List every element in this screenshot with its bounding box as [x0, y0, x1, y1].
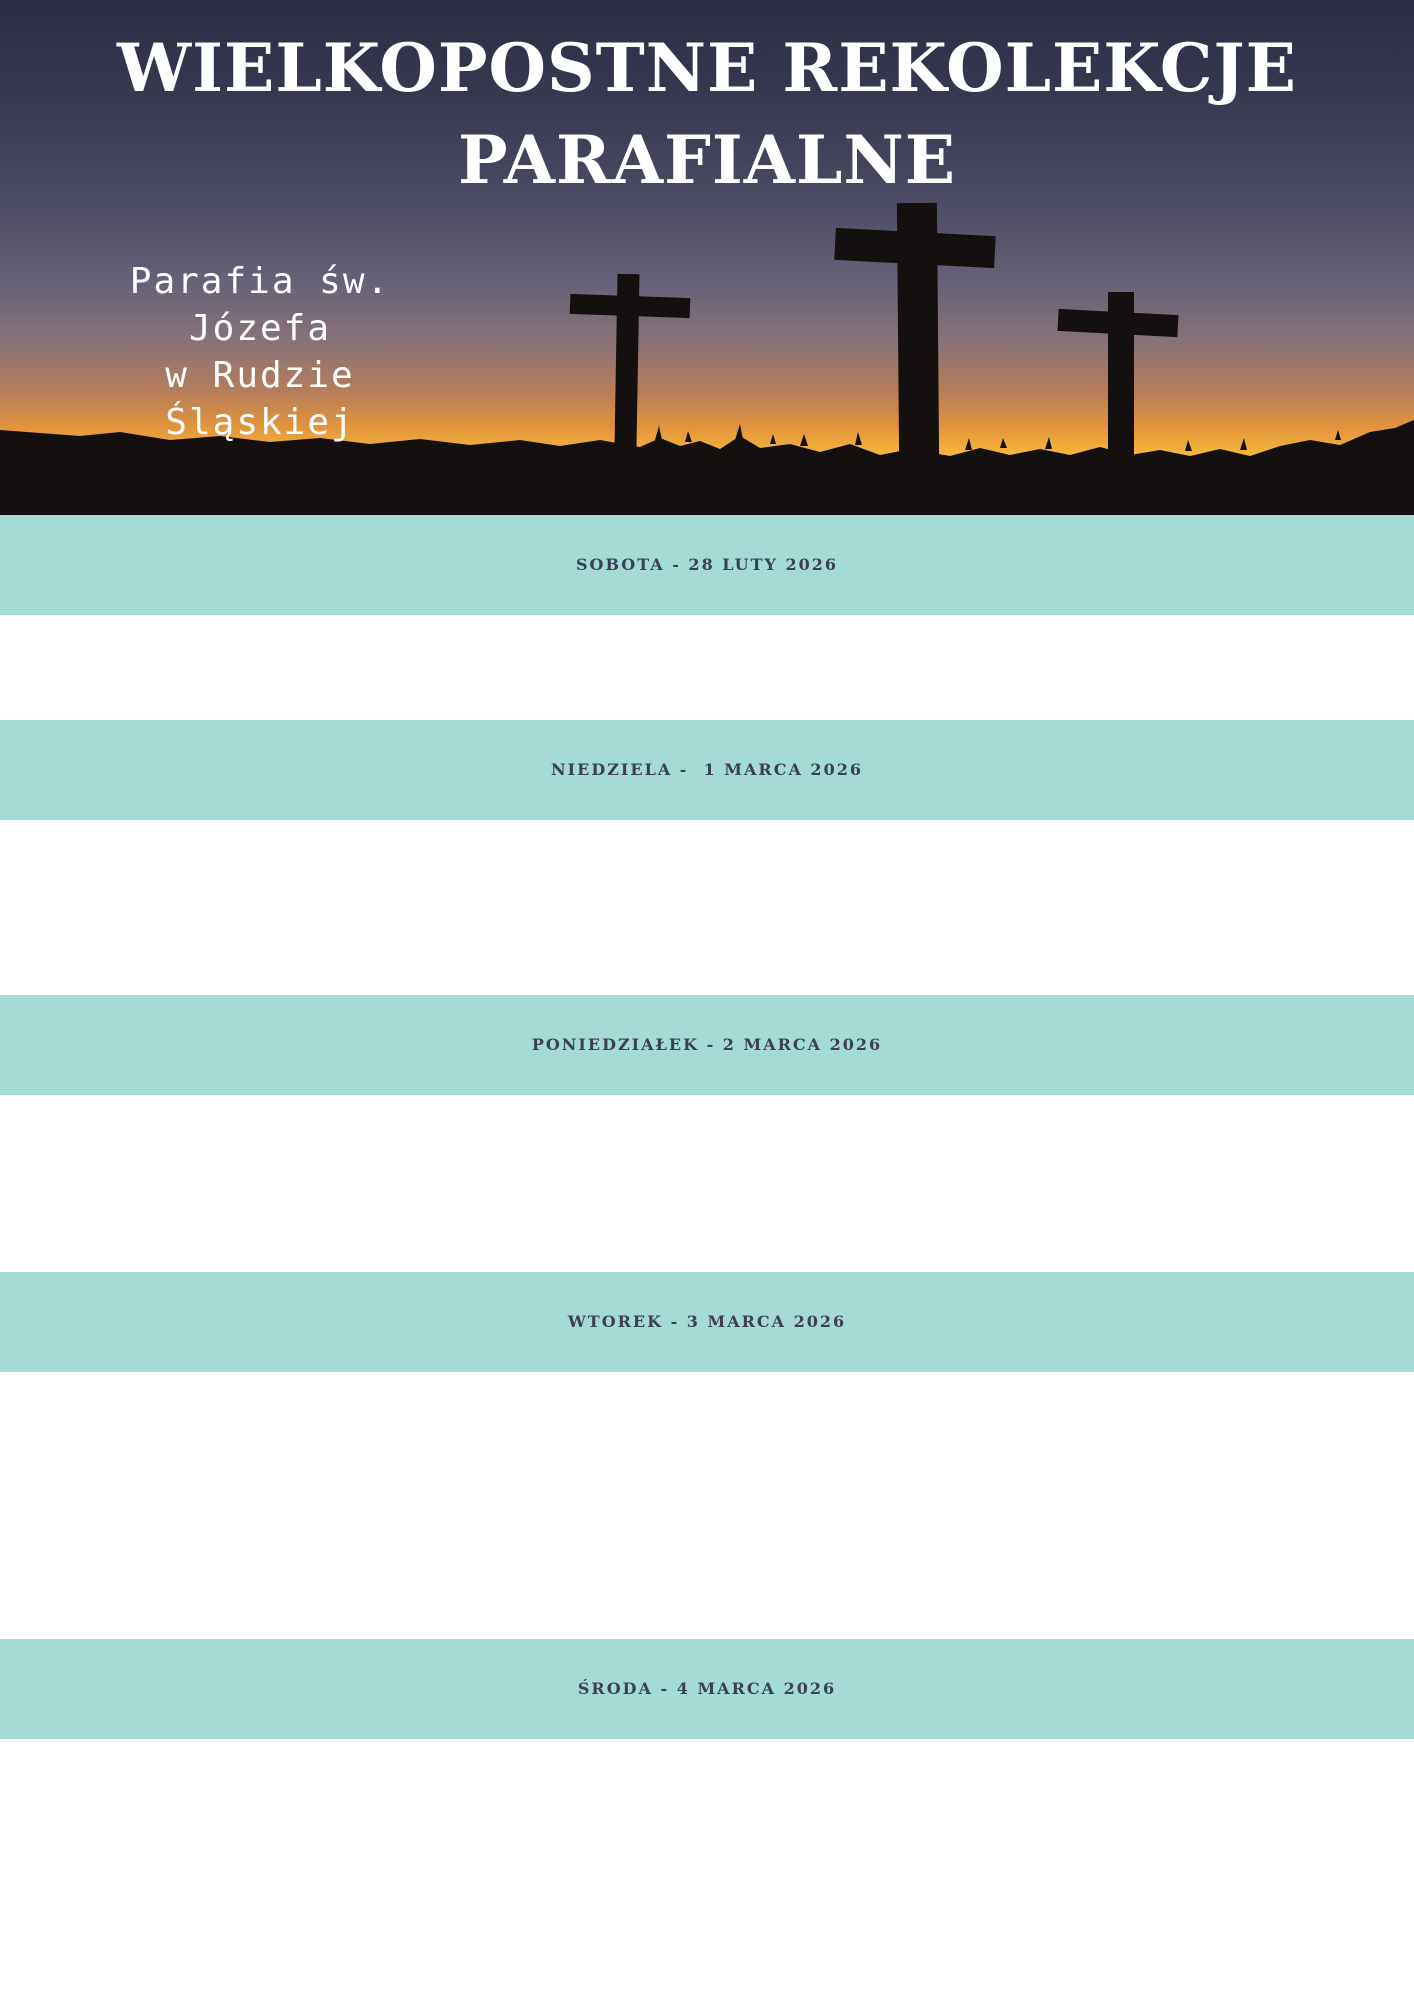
day-heading-sroda: ŚRODA - 4 MARCA 2026	[0, 1639, 1414, 1739]
schedule-entry	[0, 1372, 1414, 1420]
title-line-2: PARAFIALNE	[457, 121, 957, 199]
schedule-entry	[0, 1807, 1414, 1855]
day-heading-poniedzialek: PONIEDZIAŁEK - 2 MARCA 2026	[0, 995, 1414, 1095]
parish-name	[70, 258, 450, 446]
schedule-sobota	[0, 615, 1414, 715]
parish-line-1: Parafia św. Józefa	[129, 261, 391, 349]
schedule-entry	[0, 931, 1414, 983]
schedule-sroda	[0, 1759, 1414, 1951]
schedule-entry	[0, 1149, 1414, 1199]
schedule-entry	[0, 1855, 1414, 1903]
day-heading-niedziela: NIEDZIELA - 1 MARCA 2026	[0, 720, 1414, 820]
schedule-entry	[0, 1468, 1414, 1516]
header-banner	[0, 0, 1414, 515]
schedule-entry	[0, 1099, 1414, 1149]
schedule-entry	[0, 1903, 1414, 1951]
schedule-niedziela	[0, 827, 1414, 983]
schedule-poniedzialek	[0, 1099, 1414, 1249]
schedule-entry	[0, 1759, 1414, 1807]
schedule-entry	[0, 1564, 1414, 1612]
schedule-entry	[0, 879, 1414, 931]
title-line-1: WIELKOPOSTNE REKOLEKCJE	[117, 29, 1297, 107]
schedule-entry	[0, 1199, 1414, 1249]
day-heading-sobota: SOBOTA - 28 LUTY 2026	[0, 515, 1414, 615]
schedule-entry	[0, 1516, 1414, 1564]
schedule-entry	[0, 615, 1414, 715]
schedule-wtorek	[0, 1372, 1414, 1612]
page-title	[0, 22, 1414, 206]
day-heading-wtorek: WTOREK - 3 MARCA 2026	[0, 1272, 1414, 1372]
schedule-entry	[0, 827, 1414, 879]
parish-line-2: w Rudzie Śląskiej	[165, 355, 355, 443]
schedule-entry	[0, 1420, 1414, 1468]
